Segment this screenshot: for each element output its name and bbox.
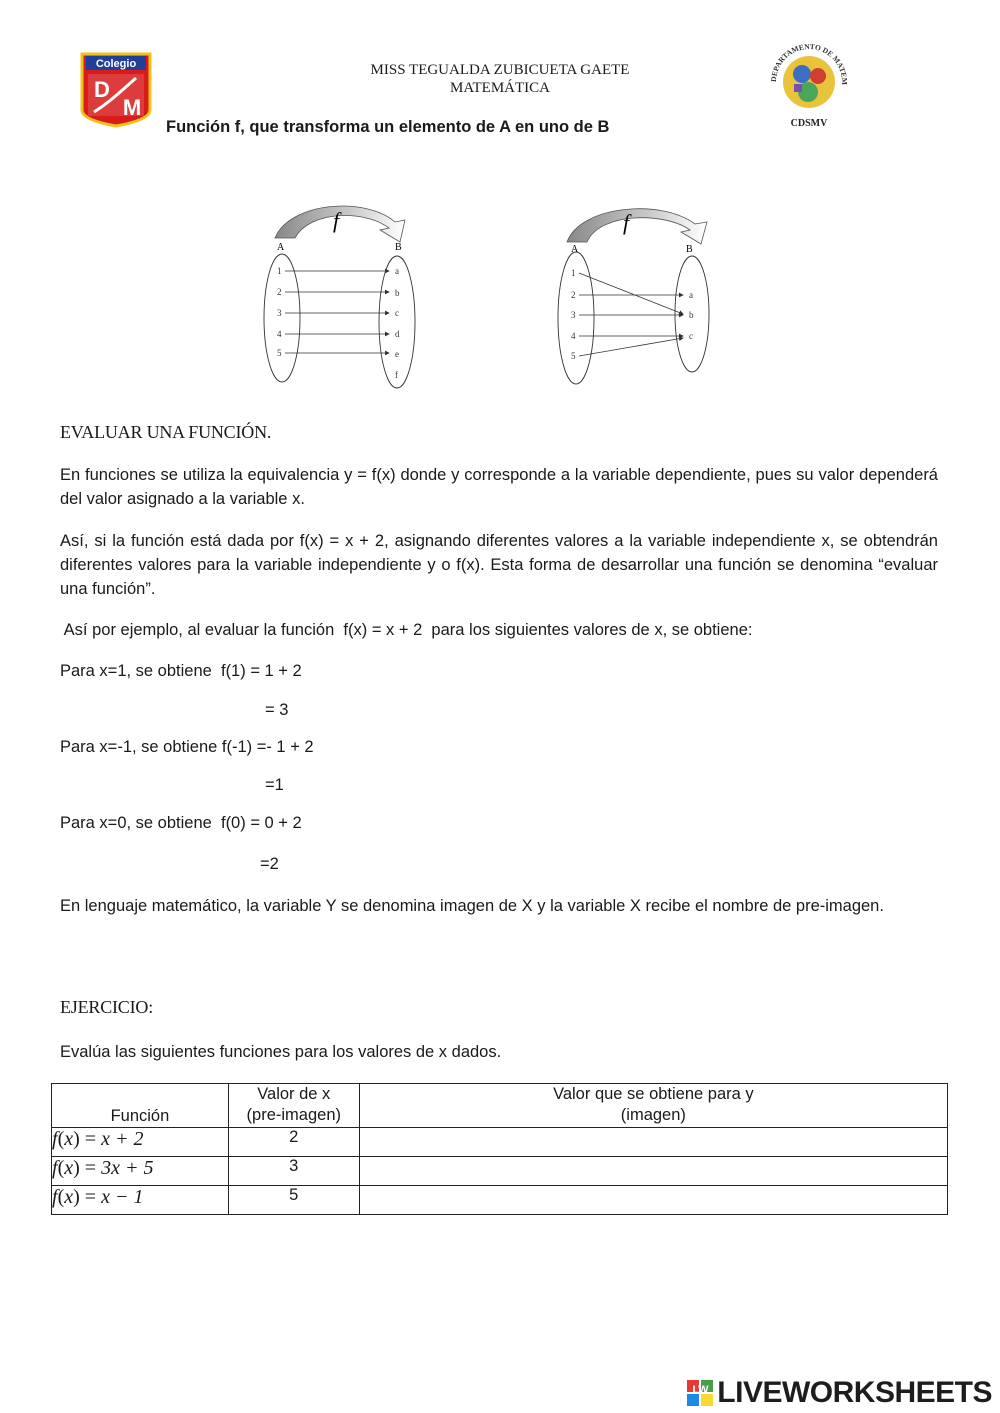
- svg-text:Colegio: Colegio: [95, 58, 137, 70]
- paragraph-4: En lenguaje matemático, la variable Y se denomina imagen de X y la variable X recibe el nombre de pre-imagen.: [60, 897, 884, 915]
- set-a-ellipse: [558, 252, 594, 384]
- y-answer-cell[interactable]: [359, 1186, 947, 1215]
- example-result: =2: [260, 855, 279, 873]
- y-answer-cell[interactable]: [359, 1128, 947, 1157]
- y-answer-cell[interactable]: [359, 1157, 947, 1186]
- mapping-arrow: [579, 338, 683, 356]
- school-logo: [80, 52, 152, 128]
- svg-text:CDSMV: CDSMV: [790, 118, 828, 129]
- set-a-ellipse: [264, 254, 300, 382]
- table-header-row: [52, 1084, 948, 1128]
- mapping-arrow: [579, 273, 683, 314]
- section-heading-evaluar: EVALUAR UNA FUNCIÓN.: [60, 422, 272, 442]
- set-b-element: a: [395, 266, 399, 276]
- exercise-instruction: Evalúa las siguientes funciones para los valores de x dados.: [60, 1043, 502, 1061]
- set-b-element: c: [395, 308, 399, 318]
- set-a-element: 5: [571, 351, 576, 361]
- set-b-label: B: [395, 242, 402, 253]
- teacher-name: MISS TEGUALDA ZUBICUETA GAETE: [370, 62, 630, 78]
- table-row: [52, 1186, 948, 1215]
- function-arc-arrow: [275, 206, 405, 242]
- header-valor-x: Valor de x (pre-imagen): [228, 1084, 359, 1128]
- example-line: Para x=-1, se obtiene f(-1) =- 1 + 2: [60, 738, 314, 756]
- function-label: f: [333, 208, 340, 233]
- set-a-element: 1: [571, 268, 576, 278]
- function-cell: f(x) = x − 1: [52, 1186, 229, 1215]
- set-a-element: 2: [571, 290, 576, 300]
- paragraph-1: En funciones se utiliza la equivalencia y = f(x) donde y corresponde a la variable dependiente, pues su valor dependerá del valor asignado a la variable x.: [60, 466, 938, 508]
- x-value-cell: 2: [228, 1128, 359, 1157]
- set-b-element: b: [395, 288, 400, 298]
- liveworksheets-logo-icon: LW: [687, 1380, 713, 1406]
- paragraph-2: Así, si la función está dada por f(x) = x + 2, asignando diferentes valores a la variable independiente x, se obtendrán diferentes valores para la variable independiente y o f(x). Esta forma de desarrollar una función se denomina “evaluar una función”.: [60, 532, 938, 598]
- set-a-element: 4: [277, 329, 282, 339]
- set-b-element: c: [689, 331, 693, 341]
- liveworksheets-brand[interactable]: [687, 1376, 992, 1410]
- example-result: = 3: [265, 701, 289, 719]
- example-line: Para x=0, se obtiene f(0) = 0 + 2: [60, 814, 302, 832]
- header-funcion: Función: [52, 1084, 229, 1128]
- x-value-cell: 5: [228, 1186, 359, 1215]
- department-seal: [764, 42, 854, 132]
- function-cell: f(x) = 3x + 5: [52, 1157, 229, 1186]
- function-arc-arrow: [567, 209, 707, 244]
- function-cell: f(x) = x + 2: [52, 1128, 229, 1157]
- set-a-element: 2: [277, 287, 282, 297]
- set-a-label: A: [571, 244, 579, 255]
- subject-name: MATEMÁTICA: [450, 80, 550, 96]
- section-heading-ejercicio: EJERCICIO:: [60, 997, 154, 1017]
- set-b-element: b: [689, 310, 694, 320]
- set-a-label: A: [277, 242, 285, 253]
- set-b-element: a: [689, 290, 693, 300]
- set-a-element: 5: [277, 348, 282, 358]
- table-row: [52, 1128, 948, 1157]
- example-line: Para x=1, se obtiene f(1) = 1 + 2: [60, 662, 302, 680]
- example-result: =1: [265, 776, 284, 794]
- set-a-element: 1: [277, 266, 282, 276]
- svg-text:M: M: [122, 95, 142, 120]
- function-label: f: [623, 210, 630, 235]
- table-row: [52, 1157, 948, 1186]
- header-valor-y: Valor que se obtiene para y (imagen): [359, 1084, 947, 1128]
- x-value-cell: 3: [228, 1157, 359, 1186]
- set-b-label: B: [686, 244, 693, 255]
- mapping-diagram-1: [255, 200, 425, 390]
- svg-text:D: D: [94, 77, 110, 102]
- set-b-element: e: [395, 349, 399, 359]
- set-b-element: d: [395, 329, 400, 339]
- set-a-element: 3: [277, 308, 282, 318]
- set-b-element: f: [395, 370, 398, 380]
- set-a-element: 3: [571, 310, 576, 320]
- mapping-diagram-2: [555, 202, 725, 392]
- liveworksheets-wordmark: LIVEWORKSHEETS: [717, 1376, 992, 1409]
- exercise-table: [51, 1083, 948, 1215]
- svg-text:DEPARTAMENTO DE MATEMÁTICA: DEPARTAMENTO DE MATEM: [768, 42, 850, 86]
- page-subtitle: Función f, que transforma un elemento de A en uno de B: [166, 118, 610, 136]
- set-a-element: 4: [571, 331, 576, 341]
- paragraph-3: Así por ejemplo, al evaluar la función f(x) = x + 2 para los siguientes valores de x, se obtiene:: [60, 621, 753, 639]
